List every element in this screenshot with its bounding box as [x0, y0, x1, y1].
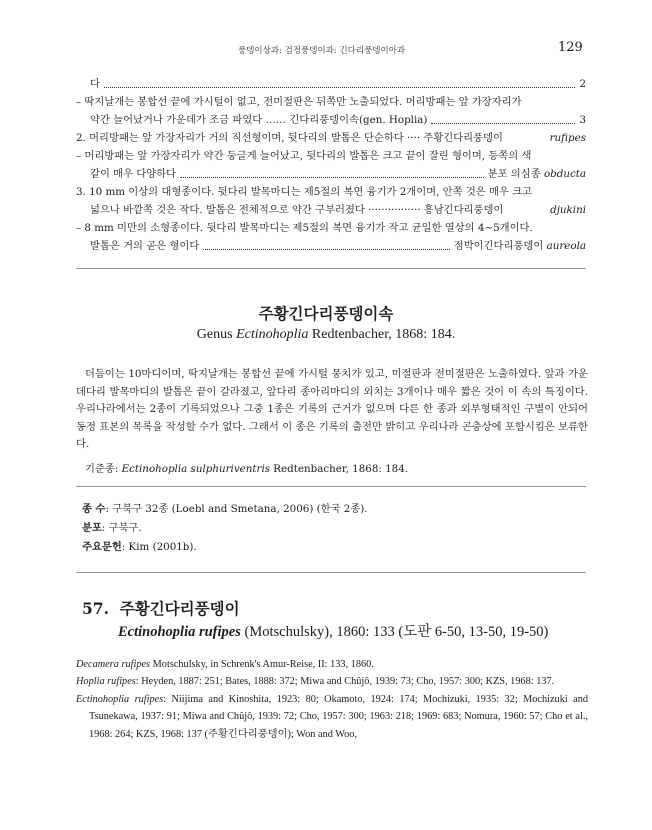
key-end-italic: aureola [546, 240, 586, 252]
genus-title-ko: 주황긴다리풍뎅이속 [258, 304, 394, 323]
synonymy-entry [76, 656, 588, 673]
key-text: 약간 늘어났거나 가운데가 조금 파였다 …… 긴다리풍뎅이속(gen. Hoplia) [90, 114, 428, 126]
synonymy-list [76, 656, 588, 743]
key-line-3 [90, 113, 586, 127]
species-author: (Motschulsky), 1860: 133 (도판 6-50, 13-50, 19-50) [240, 624, 549, 640]
type-species-name: Ectinohoplia sulphuriventris [121, 463, 271, 475]
synonymy-refs: Motschulsky, in Schrenk's Amur-Reise, II: 133, 1860. [150, 659, 374, 670]
key-line-9: – 8 mm 미만의 소형종이다. 뒷다리 발목마디는 제5절의 복면 융기가 작고 균일한 열상의 4~5개이다. [76, 222, 533, 234]
synonymy-refs: : Heyden, 1887: 251; Bates, 1888: 372; Miwa and Chûjô, 1939: 73; Cho, 1957: 300; KZS, 1968: 137. [135, 676, 555, 688]
page-number: 129 [558, 40, 583, 55]
main-references [82, 538, 197, 553]
meta-value: 구북구. [108, 522, 142, 534]
leader-dots [104, 86, 575, 88]
type-species [85, 460, 408, 475]
leader-dots [180, 176, 484, 178]
species-scientific-name [118, 620, 548, 641]
meta-sep: : [101, 522, 109, 534]
meta-label: 주요문헌 [82, 541, 122, 553]
key-line-2: – 딱지날개는 봉합선 끝에 가시털이 없고, 전미절판은 뒤쪽만 노출되었다. 머리방패는 앞 가장자리가 [76, 96, 522, 108]
leader-dots [431, 122, 575, 124]
key-text: 발톱은 거의 곧은 형이다 [90, 240, 200, 252]
meta-value: Kim (2001b). [128, 541, 197, 553]
meta-label: 분포 [82, 522, 102, 534]
species-title [82, 597, 240, 619]
section-divider [76, 268, 586, 269]
distribution [82, 519, 142, 534]
genus-author: Redtenbacher, 1868: 184. [308, 327, 456, 342]
genus-subtitle [0, 327, 652, 343]
leader-dots [203, 248, 449, 250]
species-count [82, 500, 368, 515]
synonymy-name: Hoplia rufipes [76, 676, 136, 688]
key-line-7: 3. 10 mm 이상의 대형종이다. 뒷다리 발목마디는 제5절의 복면 융기가 2개이며, 안쪽 것은 매우 크고 [76, 186, 533, 198]
meta-value: 구북구 32종 (Loebl and Smetana, 2006) (한국 2종). [112, 503, 368, 515]
key-line-5: – 머리방패는 앞 가장자리가 약간 둥글게 늘어났고, 뒷다리의 발톱은 크고 끝이 잘린 형이며, 등쪽의 색 [76, 150, 532, 162]
species-number: 57. [82, 599, 109, 618]
genus-name: Ectinohoplia [236, 327, 309, 342]
synonymy-name: Decamera rufipes [76, 659, 151, 670]
section-divider [76, 486, 586, 487]
key-text: 넓으나 바깥쪽 것은 작다. 발톱은 전체적으로 약간 구부러졌다 ················ 흥남긴다리풍뎅이 [90, 204, 504, 216]
genus-prefix: Genus [196, 327, 237, 342]
synonymy-entry [76, 691, 588, 743]
key-end: 점박이긴다리풍뎅이 [453, 240, 544, 252]
running-header: 풍뎅이상과: 검정풍뎅이과: 긴다리풍뎅이아과 [238, 46, 406, 56]
synonymy-name: Ectinohoplia rufipes [76, 693, 164, 705]
key-line-8 [90, 203, 586, 217]
key-line-4 [76, 131, 586, 145]
key-line-10 [90, 239, 586, 253]
type-species-label: 기준종: [85, 463, 122, 475]
key-end-italic: rufipes [549, 132, 586, 144]
key-end-italic: djukini [550, 204, 586, 216]
key-text: 같이 매우 다양하다 [90, 168, 177, 180]
meta-sep: : [105, 503, 113, 515]
key-end: 3 [579, 114, 586, 126]
genus-description: 더듬이는 10마디이며, 딱지날개는 봉합선 끝에 가시털 뭉치가 있고, 미절판과 전미절판은 노출하였다. 앞과 가운데다리 발목마디의 발톱은 끝이 갈라졌고, 앞다리 종아리마디의 외치는 3개이나 매우 짧은 것이 이 속의 특징이다. 우리나라에서는 2종이 기록되었으나 그중 1종은 기록의 근거가 없으며 다른 한 종과 외부형태적인 구별이 안되어 동정 표본의 목록을 작성할 수가 없다. 그래서 이 종은 기록의 출전만 밝히고 우리나라 곤충상에 포함시킴은 보류한다. [76, 368, 588, 451]
key-line-6 [90, 167, 586, 181]
species-name-ko: 주황긴다리풍뎅이 [119, 599, 240, 618]
key-end: 분포 의심종 [487, 168, 541, 180]
key-end-italic: obducta [543, 168, 586, 180]
key-end: 2 [579, 78, 586, 90]
species-sci-name: Ectinohoplia rufipes [118, 624, 241, 640]
section-divider [76, 572, 586, 573]
meta-sep: : [121, 541, 129, 553]
key-text: 다 [90, 78, 100, 90]
key-line-1 [90, 77, 586, 91]
synonymy-entry [76, 673, 588, 690]
synonymy-refs: : Niijima and Kinoshita, 1923: 80; Okamoto, 1924: 174; Mochizuki, 1935: 32; Mochizuki and Tsunekawa, 1937: 91; Miwa and Chûjô, 1939: 72; Cho, 1957: 300; 1963: 218; 1969: 683; Nomura, 1960: 57; Cho et al., 1968: 264; KZS, 1968: 137 (주황긴다리풍뎅이); Won and Woo, [89, 693, 588, 740]
type-species-author: Redtenbacher, 1868: 184. [270, 463, 409, 475]
key-text: 2. 머리방패는 앞 가장자리가 거의 직선형이며, 뒷다리의 발톱은 단순하다 ···· 주황긴다리풍뎅이 [76, 132, 503, 144]
meta-label: 종 수 [82, 503, 106, 515]
